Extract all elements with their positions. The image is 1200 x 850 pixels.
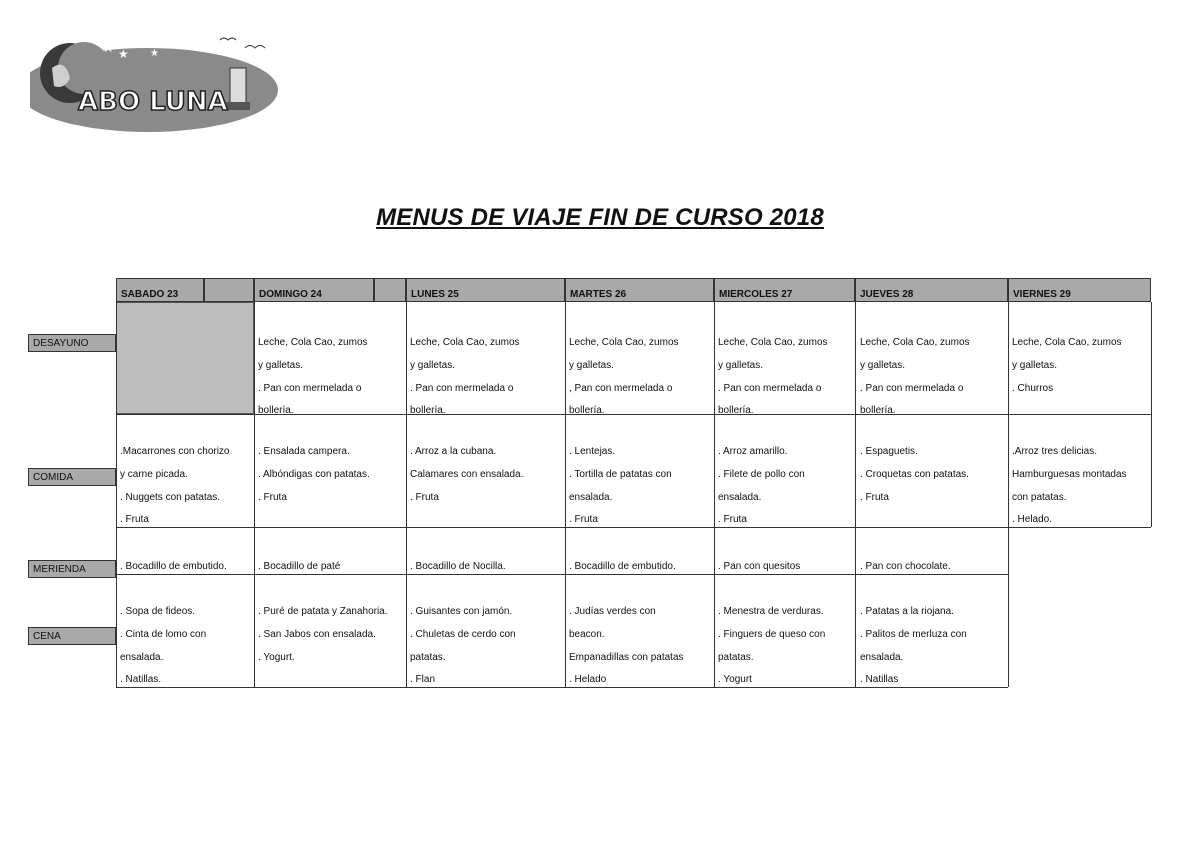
- cell-merienda-domingo: . Bocadillo de paté: [258, 561, 341, 572]
- logo-text: ABO LUNA: [78, 87, 228, 117]
- day-header-martes: MARTES 26: [570, 289, 627, 300]
- cell-desayuno-viernes: Leche, Cola Cao, zumos y galletas. . Churros: [1012, 337, 1122, 394]
- cell-cena-martes: . Judías verdes con beacon. Empanadillas con patatas . Helado: [569, 606, 684, 686]
- svg-text:★: ★: [150, 48, 159, 59]
- row-label-merienda: MERIENDA: [28, 560, 116, 578]
- cell-comida-sabado: .Macarrones con chorizo y carne picada. . Nuggets con patatas. . Fruta: [120, 446, 230, 526]
- svg-text:★: ★: [118, 47, 129, 61]
- cell-comida-domingo: . Ensalada campera. . Albóndigas con patatas. . Fruta: [258, 446, 370, 503]
- row-label-desayuno: DESAYUNO: [28, 334, 116, 352]
- cell-cena-sabado: . Sopa de fideos. . Cinta de lomo con ensalada. . Natillas.: [120, 606, 207, 686]
- day-header-sabado: SABADO 23: [121, 289, 179, 300]
- cell-desayuno-miercoles: Leche, Cola Cao, zumos y galletas. . Pan con mermelada o bollería.: [718, 337, 828, 417]
- day-header-viernes: VIERNES 29: [1013, 289, 1071, 300]
- cell-merienda-jueves: . Pan con chocolate.: [860, 561, 951, 572]
- cell-cena-lunes: . Guisantes con jamón. . Chuletas de cerdo con patatas. . Flan: [410, 606, 516, 686]
- cell-comida-martes: . Lentejas. . Tortilla de patatas con ensalada. . Fruta: [569, 446, 672, 526]
- sabado-desayuno-empty: [116, 302, 254, 414]
- day-header: [116, 278, 204, 302]
- cell-desayuno-domingo: Leche, Cola Cao, zumos y galletas. . Pan con mermelada o bollería.: [258, 337, 368, 417]
- cell-cena-miercoles: . Menestra de verduras. . Finguers de queso con patatas. . Yogurt: [718, 606, 826, 686]
- day-header: [565, 278, 714, 302]
- day-header-domingo: DOMINGO 24: [259, 289, 322, 300]
- cell-cena-jueves: . Patatas a la riojana. . Palitos de merluza con ensalada. . Natillas: [860, 606, 967, 686]
- day-header: [855, 278, 1008, 302]
- cell-comida-jueves: . Espaguetis. . Croquetas con patatas. . Fruta: [860, 446, 969, 503]
- day-header-miercoles: MIERCOLES 27: [719, 289, 793, 300]
- cell-merienda-martes: . Bocadillo de embutido.: [569, 561, 676, 572]
- cell-merienda-lunes: . Bocadillo de Nocilla.: [410, 561, 506, 572]
- row-label-cena: CENA: [28, 627, 116, 645]
- svg-text:★: ★: [134, 39, 144, 51]
- cell-merienda-sabado: . Bocadillo de embutido.: [120, 561, 227, 572]
- day-header: [1008, 278, 1151, 302]
- day-header-lunes: LUNES 25: [411, 289, 459, 300]
- cell-merienda-miercoles: . Pan con quesitos: [718, 561, 801, 572]
- cell-desayuno-jueves: Leche, Cola Cao, zumos y galletas. . Pan con mermelada o bollería.: [860, 337, 970, 417]
- cell-comida-viernes: .Arroz tres delicias. Hamburguesas montadas con patatas. . Helado.: [1012, 446, 1127, 526]
- day-header: [254, 278, 374, 302]
- page-title: MENUS DE VIAJE FIN DE CURSO 2018: [376, 204, 824, 231]
- cell-comida-lunes: . Arroz a la cubana. Calamares con ensalada. . Fruta: [410, 446, 524, 503]
- row-label-comida: COMIDA: [28, 468, 116, 486]
- cell-cena-domingo: . Puré de patata y Zanahoria. . San Jabos con ensalada. . Yogurt.: [258, 606, 388, 663]
- cell-desayuno-martes: Leche, Cola Cao, zumos y galletas. , Pan con mermelada o bollería.: [569, 337, 679, 417]
- svg-text:★: ★: [102, 39, 115, 55]
- svg-text:★: ★: [164, 38, 173, 49]
- day-header-jueves: JUEVES 28: [860, 289, 914, 300]
- cell-comida-miercoles: . Arroz amarillo. . Filete de pollo con ensalada. . Fruta: [718, 446, 805, 526]
- cell-desayuno-lunes: Leche, Cola Cao, zumos y galletas. . Pan con mermelada o bollería.: [410, 337, 520, 417]
- day-header: [406, 278, 565, 302]
- day-header: [714, 278, 855, 302]
